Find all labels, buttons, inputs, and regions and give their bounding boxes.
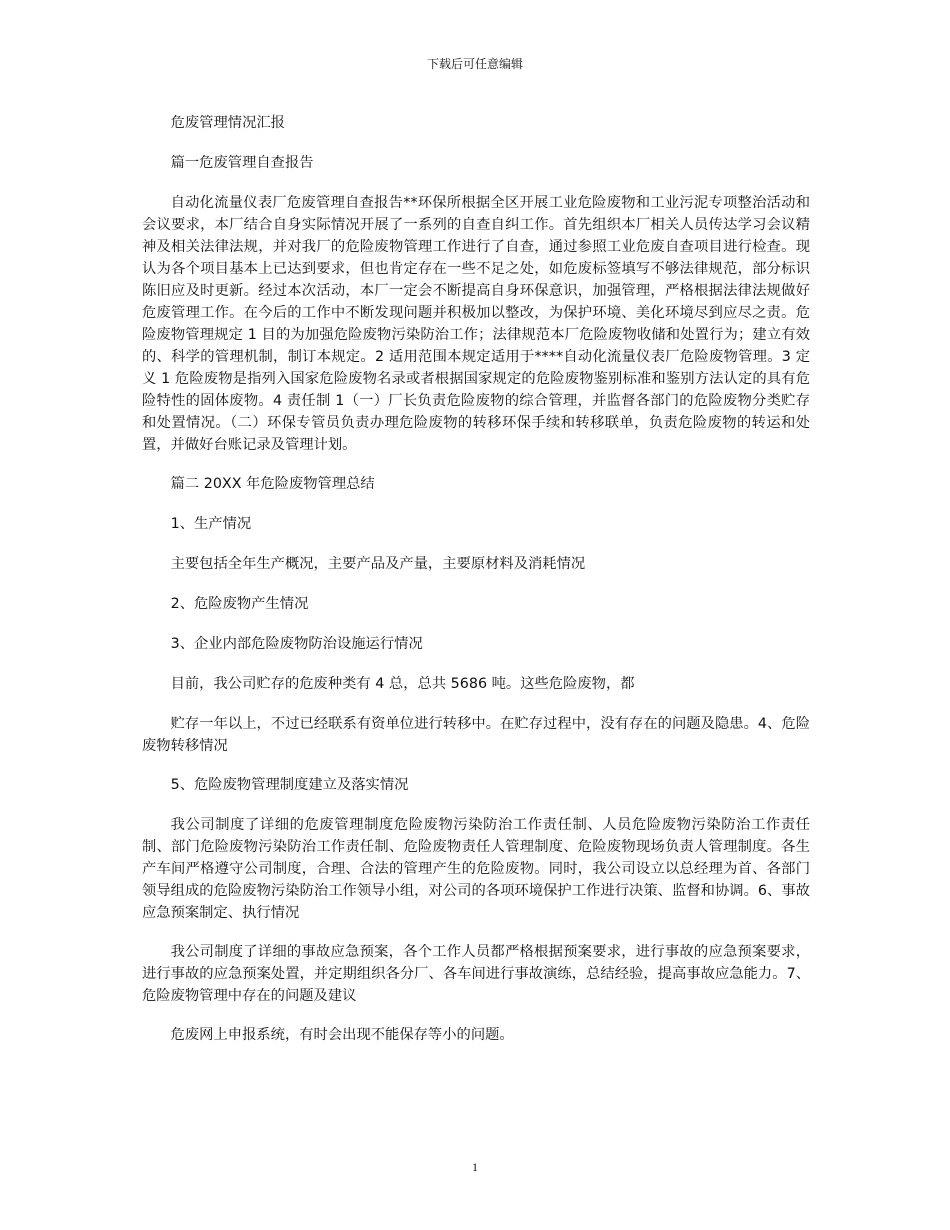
item-hazardous-generation: 2、危险废物产生情况	[170, 596, 309, 612]
paragraph-storage-continued: 贮存一年以上，不过已经联系有资单位进行转移中。在贮存过程中，没有存在的问题及隐患。4、危险废物转移情况	[142, 716, 810, 754]
paragraph-emergency-plan: 我公司制度了详细的事故应急预案，各个工作人员都严格根据预案要求，进行事故的应急预案要求，进行事故的应急预案处置，并定期组织各分厂、各车间进行事故演练，总结经验，提高事故应急能力。7、危险废物管理中存在的问题及建议	[142, 944, 810, 1004]
document-title: 危废管理情况汇报	[170, 115, 285, 131]
item-management-system: 5、危险废物管理制度建立及落实情况	[170, 777, 409, 793]
document-body	[142, 112, 810, 1064]
paragraph-problems: 危废网上申报系统，有时会出现不能保存等小的问题。	[170, 1027, 514, 1043]
paragraph-management-system: 我公司制度了详细的危废管理制度危险废物污染防治工作责任制、人员危险废物污染防治工作责任制、部门危险废物污染防治工作责任制、危险废物责任人管理制度、危险废物现场负责人管理制度。各生产车间严格遵守公司制度，合理、合法的管理产生的危险废物。同时，我公司设立以总经理为首、各部门领导组成的危险废物污染防治工作领导小组，对公司的各项环境保护工作进行决策、监督和协调。6、事故应急预案制定、执行情况	[142, 817, 810, 921]
item-production: 1、生产情况	[170, 516, 252, 532]
section-heading-1: 篇一危废管理自查报告	[170, 155, 314, 171]
paragraph-storage: 目前，我公司贮存的危废种类有 4 总，总共 5686 吨。这些危险废物，都	[170, 676, 635, 692]
section-heading-2: 篇二 20XX 年危险废物管理总结	[170, 476, 375, 492]
page-number: 1	[472, 1160, 478, 1174]
paragraph-self-inspection: 自动化流量仪表厂危废管理自查报告**环保所根据全区开展工业危险废物和工业污泥专项整治活动和会议要求，本厂结合自身实际情况开展了一系列的自查自纠工作。首先组织本厂相关人员传达学习会议精神及相关法律法规，并对我厂的危险废物管理工作进行了自查，通过参照工业危废自查项目进行检查。现认为各个项目基本上已达到要求，但也肯定存在一些不足之处，如危废标签填写不够法律规范，部分标识陈旧应及时更新。经过本次活动，本厂一定会不断提高自身环保意识，加强管理，严格根据法律法规做好危废管理工作。在今后的工作中不断发现问题并积极加以整改，为保护环境、美化环境尽到应尽之责。危险废物管理规定 1 目的为加强危险废物污染防治工作；法律规范本厂危险废物收储和处置行为；建立有效的、科学的管理机制，制订本规定。2 适用范围本规定适用于****自动化流量仪表厂危险废物管理。3 定义 1 危险废物是指列入国家危险废物名录或者根据国家规定的危险废物鉴别标准和鉴别方法认定的具有危险特性的固体废物。4 责任制 1（一）厂长负责危险废物的综合管理，并监督各部门的危险废物分类贮存和处置情况。（二）环保专管员负责办理危险废物的转移环保手续和转移联单，负责危险废物的转运和处置，并做好台账记录及管理计划。	[142, 195, 810, 453]
item-facility-operation: 3、企业内部危险废物防治设施运行情况	[170, 636, 423, 652]
page-header: 下载后可任意编辑	[426, 57, 523, 71]
paragraph-production: 主要包括全年生产概况，主要产品及产量，主要原材料及消耗情况	[170, 556, 586, 572]
